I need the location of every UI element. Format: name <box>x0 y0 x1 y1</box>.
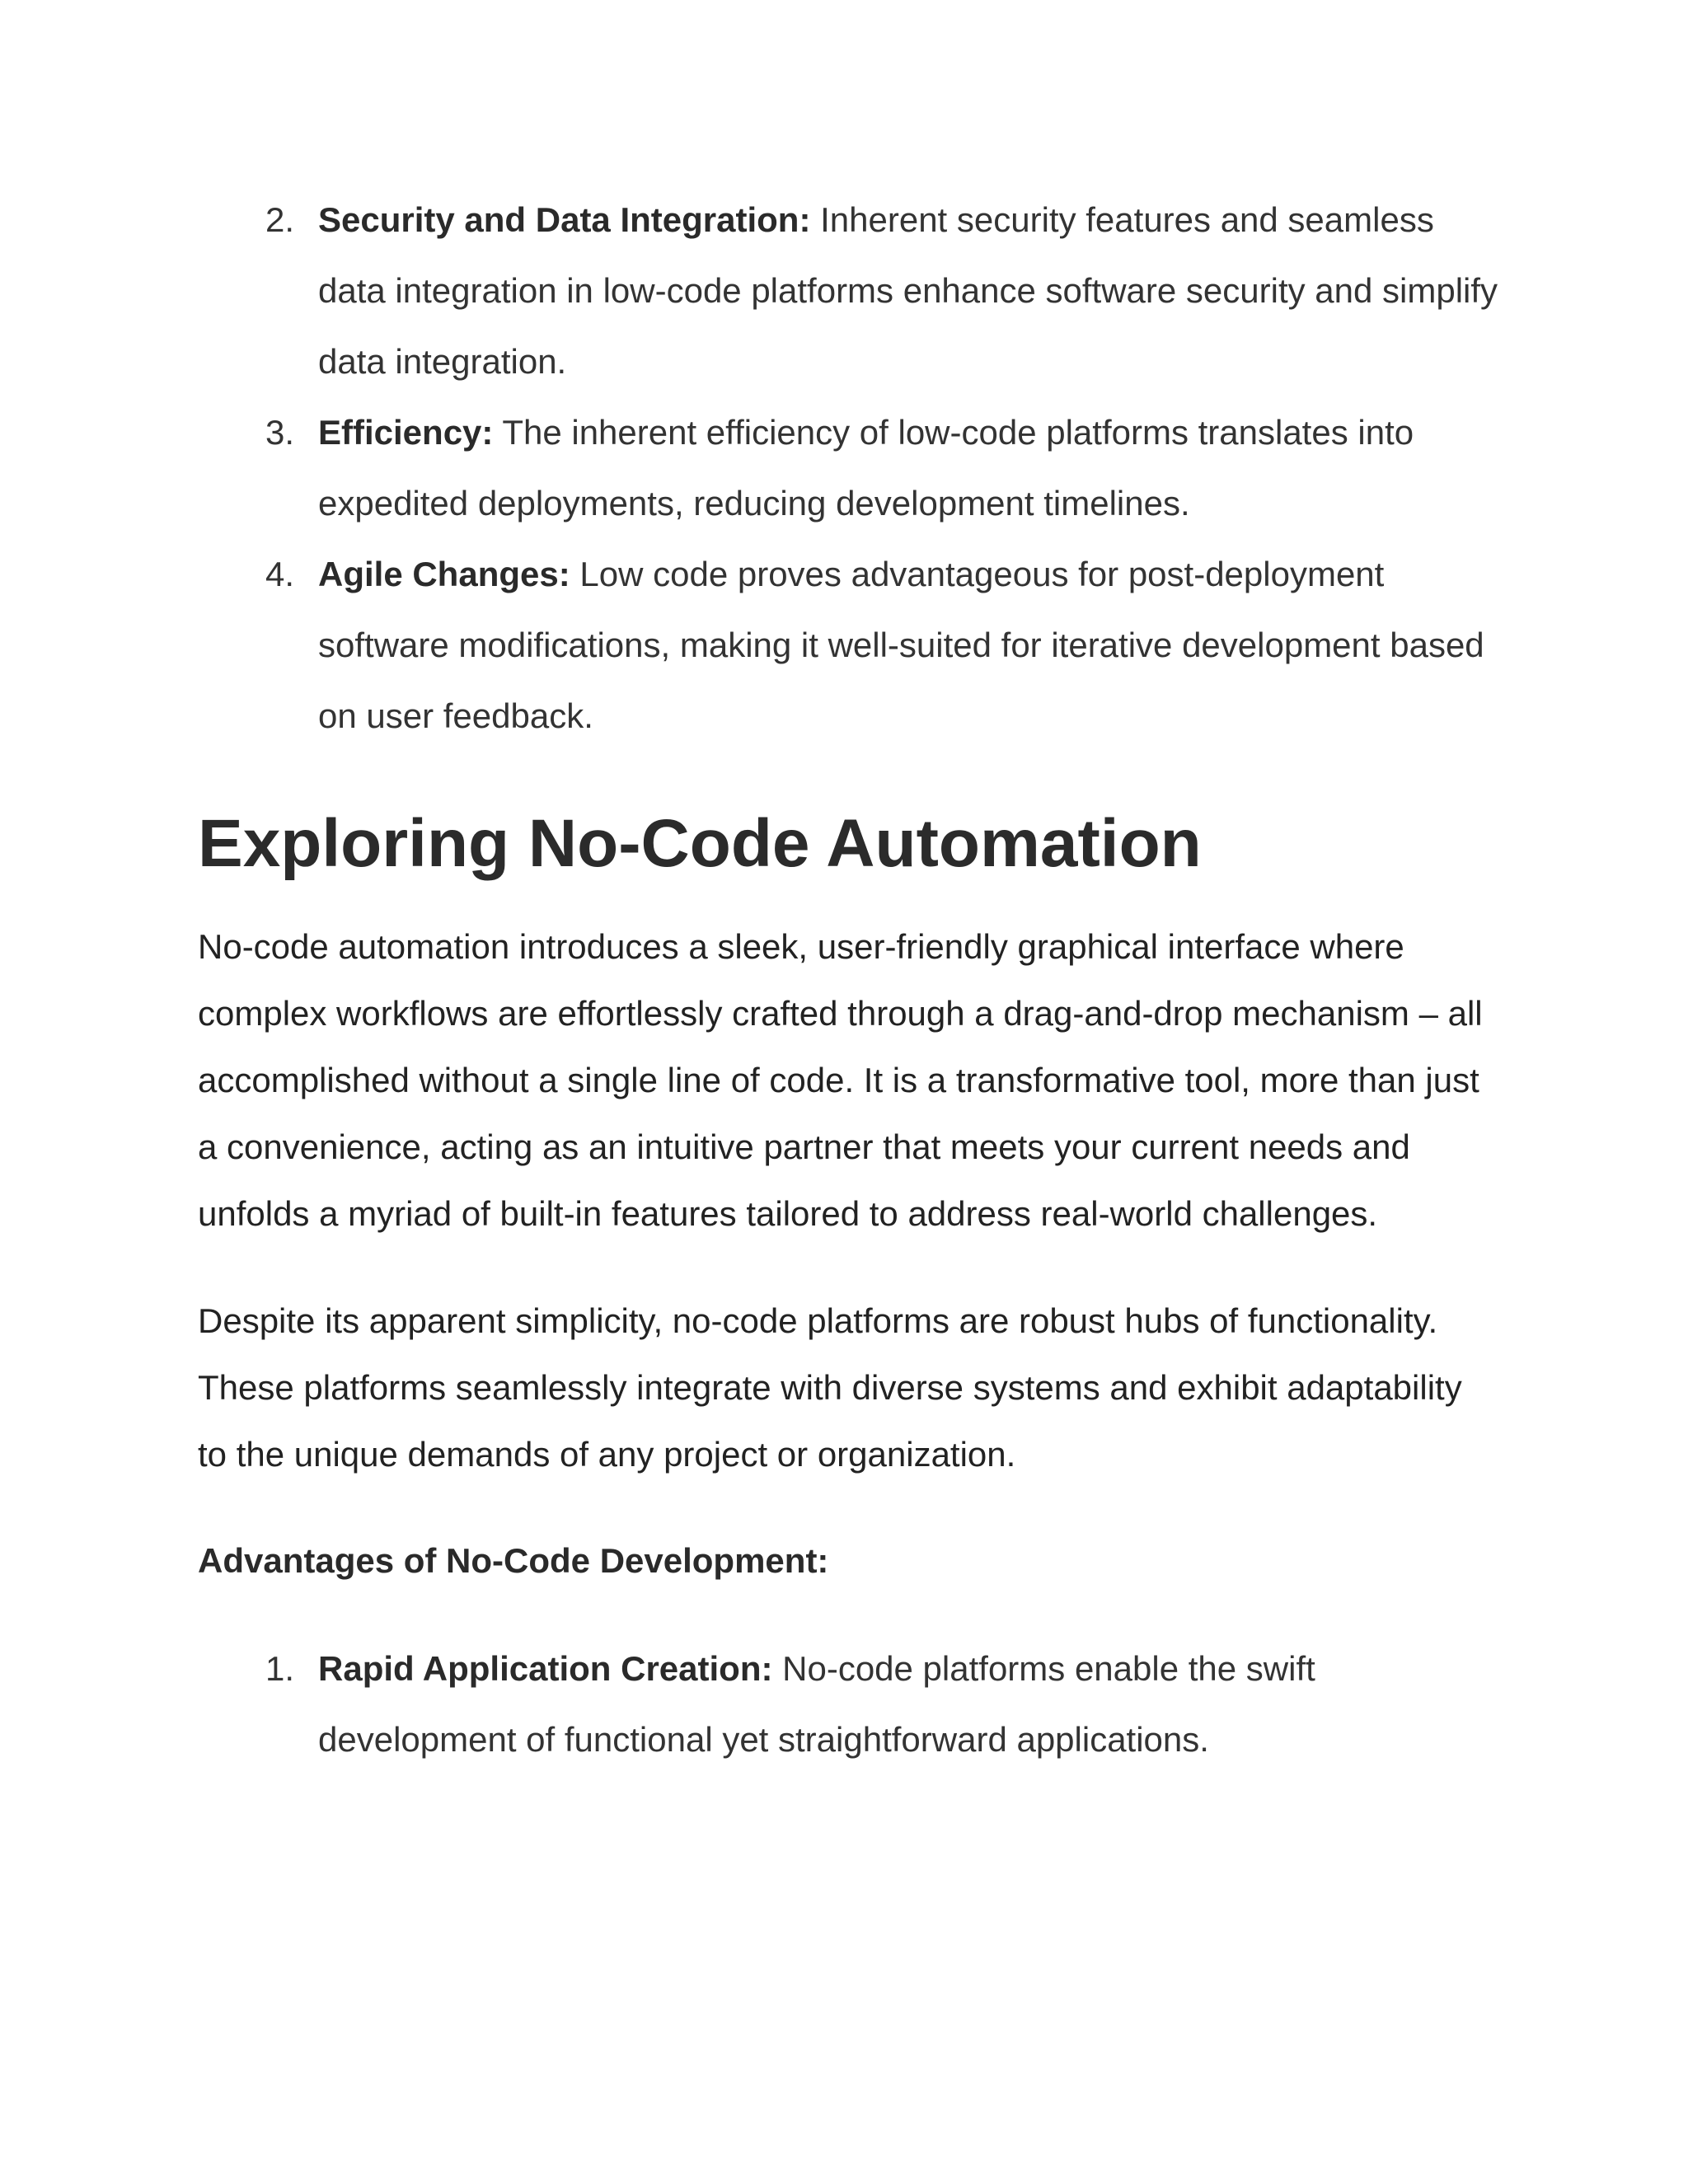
list-item <box>198 1633 1500 1775</box>
list-item-number: 4. <box>265 555 295 593</box>
low-code-advantages-list-continued <box>198 185 1500 752</box>
list-item-term: Efficiency: <box>318 413 494 452</box>
list-item <box>198 397 1500 539</box>
list-item-number: 3. <box>265 413 295 452</box>
body-paragraph: Despite its apparent simplicity, no-code platforms are robust hubs of functionality. These platforms seamlessly integrate with diverse systems and exhibit adaptability to the unique demands of any project or organization. <box>198 1301 1462 1474</box>
list-item-text: Inherent security features and seamless data integration in low-code platforms enhance software security and simplify data integration. <box>318 200 1498 381</box>
list-item <box>198 539 1500 752</box>
list-item-number: 1. <box>265 1649 295 1688</box>
list-item-text: Low code proves advantageous for post-deployment software modifications, making it well-suited for iterative development based on user feedback. <box>318 555 1484 735</box>
list-item-number: 2. <box>265 200 295 239</box>
advantages-subheading: Advantages of No-Code Development: <box>198 1541 829 1580</box>
section-heading: Exploring No-Code Automation <box>198 806 1202 881</box>
list-item-text: The inherent efficiency of low-code platforms translates into expedited deployments, reducing development timelines. <box>318 413 1414 523</box>
list-item <box>198 185 1500 397</box>
list-item-term: Agile Changes: <box>318 555 570 593</box>
list-item-term: Rapid Application Creation: <box>318 1649 773 1688</box>
list-item-term: Security and Data Integration: <box>318 200 811 239</box>
document-page <box>198 185 1500 1775</box>
list-item-text: No-code platforms enable the swift development of functional yet straightforward applications. <box>318 1649 1315 1759</box>
no-code-advantages-list <box>198 1633 1500 1775</box>
body-paragraph: No-code automation introduces a sleek, user-friendly graphical interface where complex workflows are effortlessly crafted through a drag-and-drop mechanism – all accomplished without a single line of code. It is a transformative tool, more than just a convenience, acting as an intuitive partner that meets your current needs and unfolds a myriad of built-in features tailored to address real-world challenges. <box>198 927 1483 1233</box>
